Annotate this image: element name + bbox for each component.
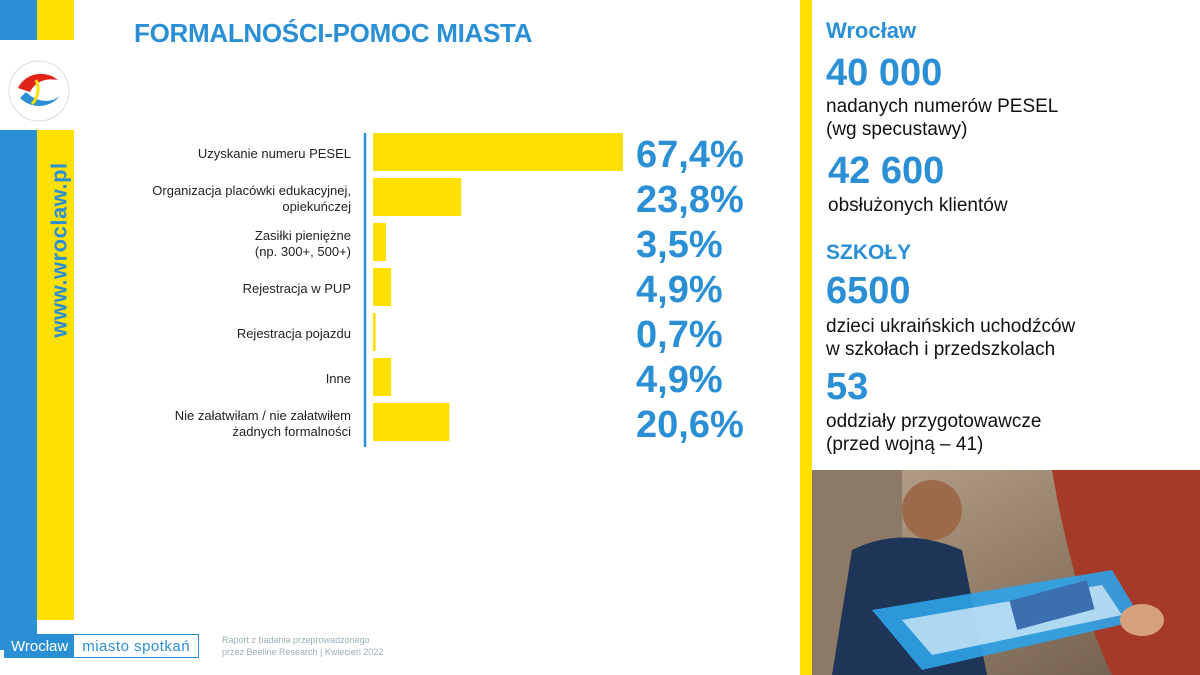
clients-desc: obsłużonych klientów [828,195,1008,216]
source-note [222,634,383,658]
category-label: Zasiłki pieniężne (np. 300+, 500+) [254,228,351,259]
children-desc-2: w szkołach i przedszkolach [826,339,1056,360]
classes-desc-2: (przed wojną – 41) [826,434,984,455]
category-label: Rejestracja w PUP [242,281,351,296]
brand-slogan: miasto spotkań [74,635,198,657]
schools-heading: SZKOŁY [826,241,912,264]
value-label: 23,8% [636,179,744,221]
source-note-line-2: przez Beeline Research | Kwiecień 2022 [222,647,384,657]
side-url [47,150,73,350]
city-heading: Wrocław [826,18,917,43]
organization-logo [6,58,72,124]
classes-count: 53 [826,366,869,408]
bar [373,178,461,216]
decor-strip-blue-top [0,0,37,40]
value-label: 4,9% [636,359,723,401]
value-label: 4,9% [636,269,723,311]
decor-strip-blue [0,130,37,650]
bar [373,133,623,171]
category-label: Inne [325,371,351,386]
category-label: Nie załatwiłam / nie załatwiłem żadnych formalności [174,408,351,439]
value-label: 67,4% [636,134,744,176]
pesel-count: 40 000 [826,52,943,94]
pesel-desc-1: nadanych numerów PESEL [826,96,1059,117]
bar [373,403,449,441]
category-label: Rejestracja pojazdu [236,326,351,341]
bar [373,223,386,261]
children-photo [812,470,1200,675]
value-label: 0,7% [636,314,723,356]
category-label: Uzyskanie numeru PESEL [197,146,351,161]
pesel-desc-2: (wg specustawy) [826,119,968,140]
bar [373,313,376,351]
category-label: Organizacja placówki edukacyjnej, opiekuńczej [152,183,351,214]
value-label: 20,6% [636,404,744,446]
clients-count: 42 600 [828,150,945,192]
bar [373,358,391,396]
value-label: 3,5% [636,224,723,266]
classes-desc-1: oddziały przygotowawcze [826,411,1042,432]
brand-city: Wrocław [5,635,74,657]
city-brand [4,634,199,658]
side-url-text: www.wroclaw.pl [47,162,73,338]
children-desc-1: dzieci ukraińskich uchodźców [826,316,1076,337]
children-count: 6500 [826,270,911,312]
bar-chart [90,125,790,485]
decor-strip-yellow-top [37,0,74,40]
page-title: FORMALNOŚCI-POMOC MIASTA [134,18,533,48]
source-note-line-1: Raport z badania przeprowadzonego [222,635,370,645]
bar [373,268,391,306]
